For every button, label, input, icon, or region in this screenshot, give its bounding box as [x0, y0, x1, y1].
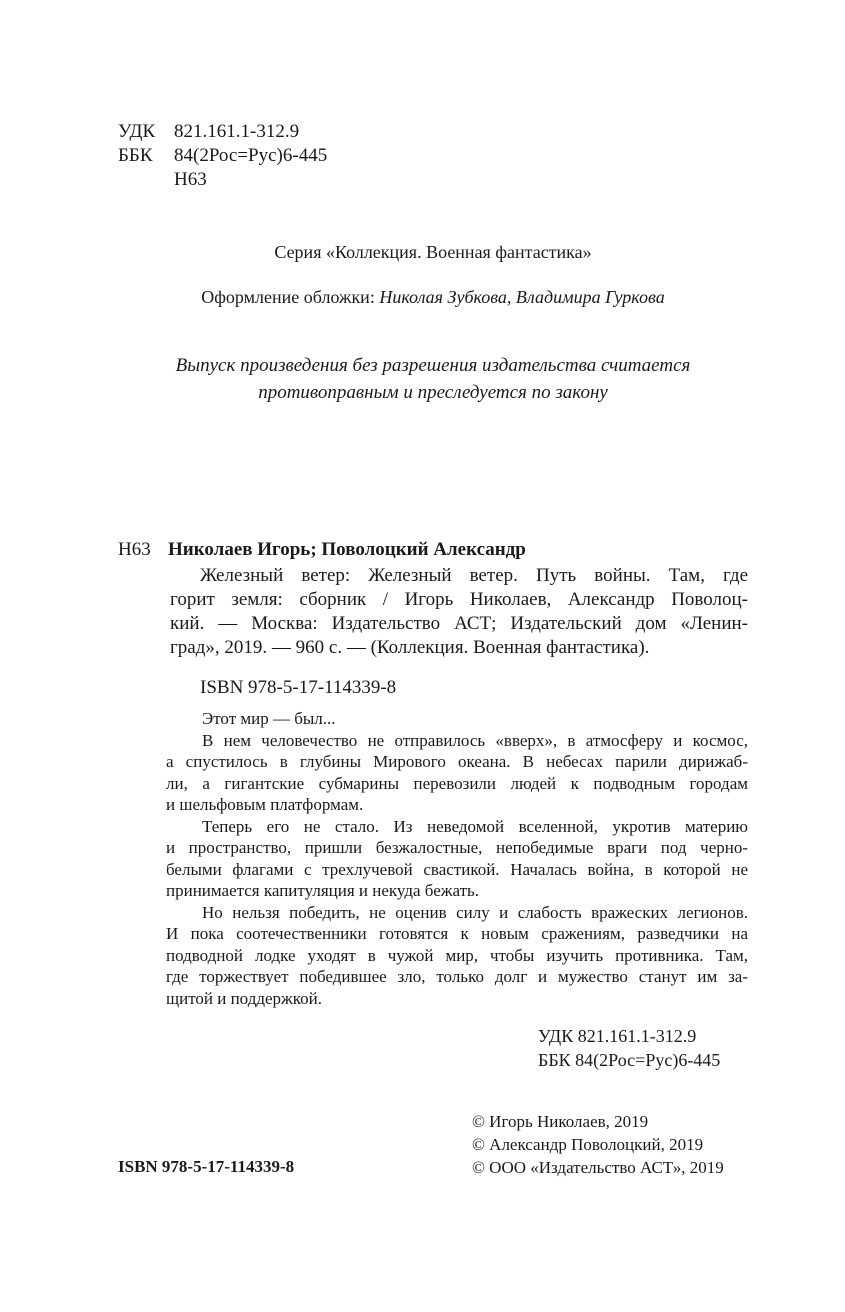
annotation-line: подводной лодке уходят в чужой мир, чтобы изучить противника. Там,: [166, 945, 748, 965]
annotation-paragraph-1: [166, 708, 748, 730]
bibliographic-author-mark: Н63: [118, 539, 151, 560]
classification-block-bottom: [440, 1024, 748, 1072]
cover-design-names: Николая Зубкова, Владимира Гуркова: [379, 287, 665, 307]
bibliographic-authors: Николаев Игорь; Поволоцкий Александр: [168, 539, 526, 560]
udk-value: 821.161.1-312.9: [174, 121, 300, 142]
bibliographic-line: кий. — Москва: Издательство АСТ; Издательский дом «Ленин-: [170, 613, 748, 634]
bibliographic-description: [170, 564, 748, 660]
legal-notice-line-2: противоправным и преследуется по закону: [258, 382, 608, 403]
annotation-line: Теперь его не стало. Из неведомой вселенной, укротив материю: [202, 816, 748, 836]
bibliographic-line: град», 2019. — 960 с. — (Коллекция. Военная фантастика).: [170, 637, 650, 658]
bibliographic-line: горит земля: сборник / Игорь Николаев, Александр Поволоц-: [170, 589, 748, 610]
annotation-paragraph-4: [166, 902, 748, 1010]
udk-bottom: УДК 821.161.1-312.9: [538, 1026, 697, 1046]
copyright-line: © Александр Поволоцкий, 2019: [472, 1135, 704, 1154]
series-line: [118, 240, 748, 264]
bibliographic-heading: [118, 538, 748, 562]
annotation-line: где торжествует победившее зло, только долг и мужество станут им за-: [166, 967, 748, 986]
legal-notice-line-1: Выпуск произведения без разрешения издательства считается: [175, 355, 691, 376]
bibliographic-record: [118, 538, 748, 562]
classification-block-top: [118, 120, 327, 192]
annotation-paragraph-3: [166, 816, 748, 902]
copyright-line: © Игорь Николаев, 2019: [472, 1112, 649, 1131]
bbk-label: ББК: [118, 145, 153, 166]
annotation-line: белыми флагами с трехлучевой свастикой. Началась война, в которой не: [166, 859, 748, 879]
annotation-line: И пока соотечественники готовятся к новым сражениям, разведчики на: [166, 924, 748, 943]
annotation-line: В нем человечество не отправилось «вверх», в атмосферу и космос,: [202, 730, 748, 750]
cover-design-label: Оформление обложки:: [201, 287, 380, 307]
bbk-row: [118, 144, 327, 168]
annotation-line: а спустилось в глубины Мирового океана. В небесах парили дирижаб-: [166, 752, 748, 771]
udk-row: [118, 120, 327, 144]
footer-isbn: ISBN 978-5-17-114339-8: [118, 1157, 295, 1176]
bbk-bottom: ББК 84(2Рос=Рус)6-445: [538, 1050, 721, 1070]
annotation-line: Но нельзя победить, не оценив силу и слабость вражеских легионов.: [202, 902, 748, 922]
series-text: Серия «Коллекция. Военная фантастика»: [274, 242, 592, 262]
annotation: [166, 708, 748, 1009]
bbk-value: 84(2Рос=Рус)6-445: [174, 145, 328, 166]
annotation-line: и пространство, пришли безжалостные, непобедимые враги под черно-: [166, 838, 748, 857]
annotation-paragraph-2: [166, 730, 748, 816]
annotation-line: щитой и поддержкой.: [166, 988, 323, 1008]
annotation-line: и шельфовым платформам.: [166, 795, 364, 814]
udk-label: УДК: [118, 121, 156, 142]
author-mark: Н63: [174, 169, 207, 190]
cover-design-line: [118, 285, 748, 309]
copyright-block: [472, 1110, 724, 1179]
copyright-line: © ООО «Издательство АСТ», 2019: [472, 1158, 724, 1177]
legal-notice: [118, 352, 748, 406]
annotation-line: принимается капитуляция и некуда бежать.: [166, 881, 480, 900]
bibliographic-line: Железный ветер: Железный ветер. Путь войны. Там, где: [200, 565, 748, 586]
annotation-line: ли, а гигантские субмарины перевозили людей к подводным городам: [166, 773, 748, 793]
annotation-line: Этот мир — был...: [202, 709, 336, 728]
author-mark-row: [118, 168, 327, 192]
bibliographic-isbn: ISBN 978-5-17-114339-8: [200, 677, 397, 698]
